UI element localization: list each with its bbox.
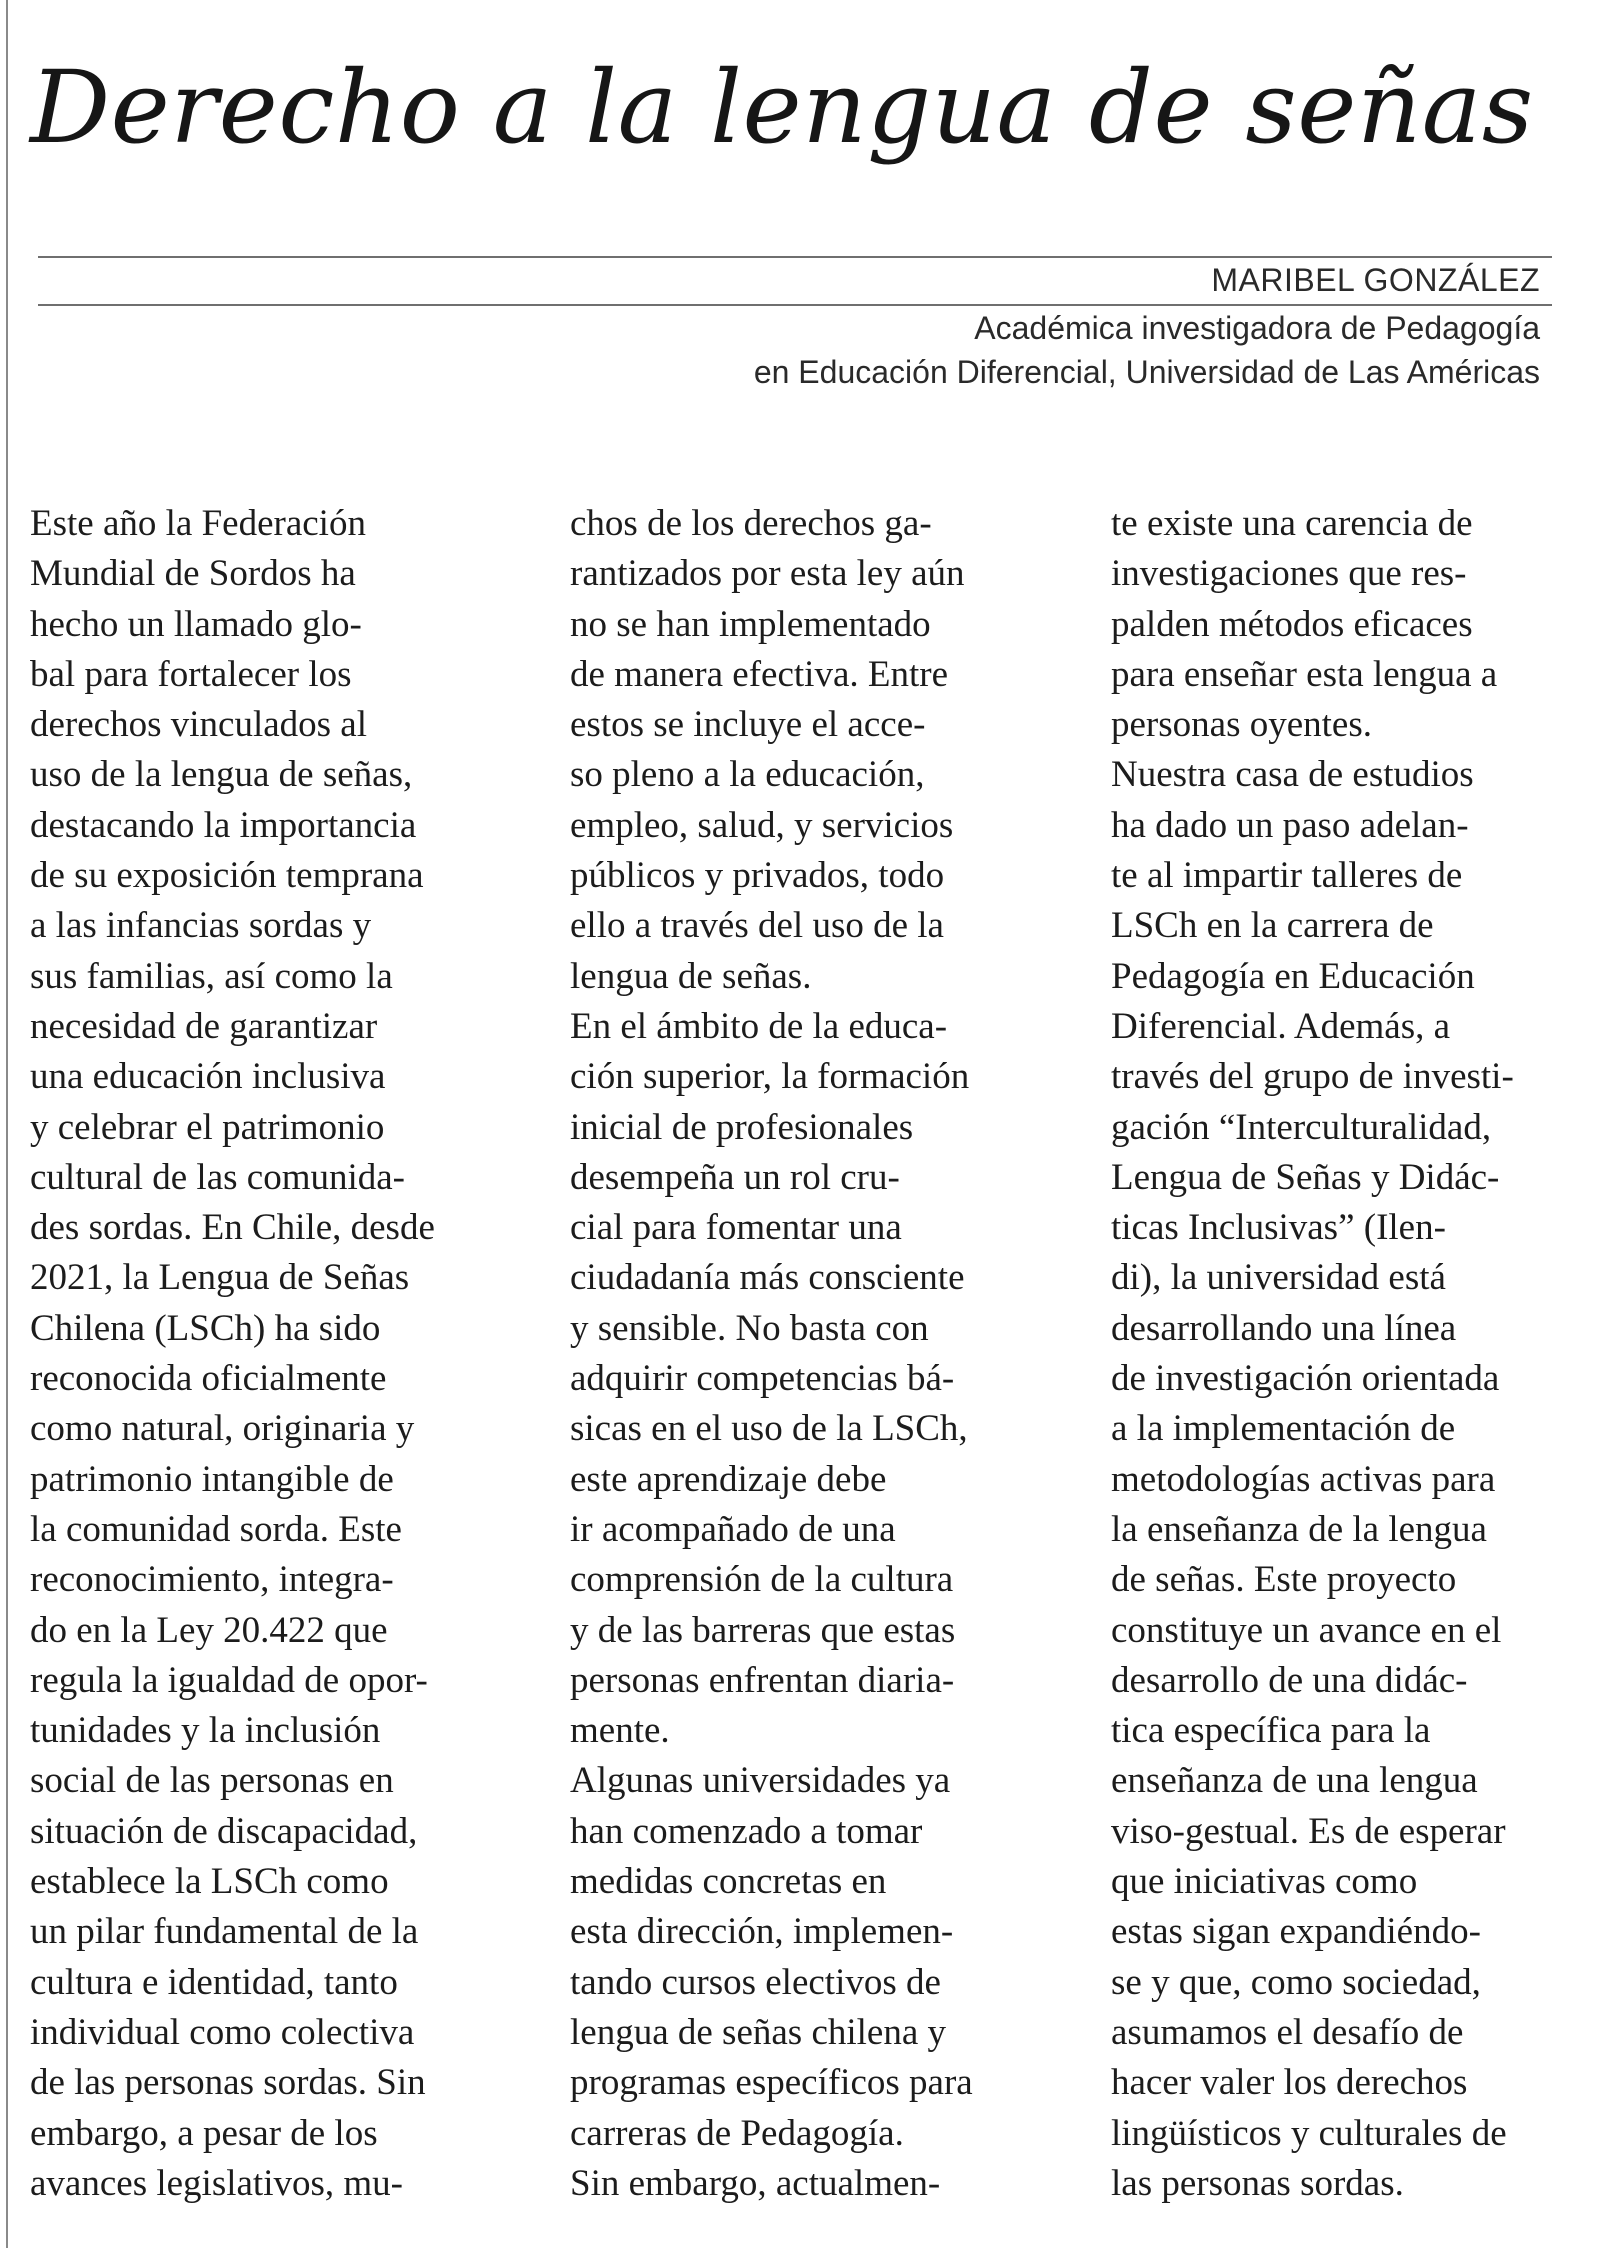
body-text-line: ha dado un paso adelan- [1111,804,1469,846]
body-text-line: bal para fortalecer los [30,653,352,695]
body-text-line: hecho un llamado glo- [30,603,362,645]
body-text-line: enseñanza de una lengua [1111,1760,1478,1802]
body-text-line: necesidad de garantizar [30,1005,378,1047]
body-text-line: ción superior, la formación [570,1056,970,1098]
article-column-3 [1111,499,1601,2209]
body-text-line: comprensión de la cultura [570,1559,954,1601]
body-text-line: y sensible. No basta con [570,1307,929,1349]
body-text-line: como natural, originaria y [30,1408,415,1450]
body-text-line: carreras de Pedagogía. [570,2112,904,2154]
body-text-line: a la implementación de [1111,1408,1456,1450]
body-text-line: ello a través del uso de la [570,905,944,947]
body-text-line: programas específicos para [570,2062,973,2104]
body-text-line: mente. [570,1710,670,1752]
body-text-line: 2021, la Lengua de Señas [30,1257,410,1299]
body-text-line: reconocimiento, integra- [30,1559,394,1601]
body-text-line: ir acompañado de una [570,1508,896,1550]
body-text-line: no se han implementado [570,603,931,645]
body-text-line: chos de los derechos ga- [570,503,932,544]
body-text-line: avances legislativos, mu- [30,2162,403,2204]
body-text-line: personas enfrentan diaria- [570,1659,955,1701]
body-text-line: social de las personas en [30,1760,394,1802]
body-text-line: la comunidad sorda. Este [30,1508,402,1550]
body-text-line: Lengua de Señas y Didác- [1111,1156,1500,1198]
body-text-line: desempeña un rol cru- [570,1156,900,1198]
body-text-line: una educación inclusiva [30,1056,386,1098]
body-text-line: tunidades y la inclusión [30,1710,381,1752]
body-text-line: patrimonio intangible de [30,1458,394,1500]
body-text-line: palden métodos eficaces [1111,603,1473,645]
body-text-line: inicial de profesionales [570,1106,914,1148]
body-text-line: Pedagogía en Educación [1111,955,1475,997]
body-text-line: te al impartir talleres de [1111,855,1463,897]
byline-top-rule [38,256,1552,258]
body-text-line: do en la Ley 20.422 que [30,1609,388,1651]
body-text-line: han comenzado a tomar [570,1810,923,1852]
body-text-line: lengua de señas. [570,955,812,997]
body-text-line: Diferencial. Además, a [1111,1005,1451,1047]
body-text-line: Nuestra casa de estudios [1111,754,1474,796]
body-text-line: a las infancias sordas y [30,905,372,947]
body-text-line: que iniciativas como [1111,1861,1418,1903]
body-text-line: y celebrar el patrimonio [30,1106,385,1148]
body-text-line: un pilar fundamental de la [30,1911,419,1953]
body-text-line: medidas concretas en [570,1861,887,1903]
affiliation-line: en Educación Diferencial, Universidad de Las Américas [753,354,1540,390]
body-text-line: cultura e identidad, tanto [30,1961,398,2003]
body-text-line: Chilena (LSCh) ha sido [30,1307,381,1349]
body-text-line: personas oyentes. [1111,704,1372,746]
body-text-line: di), la universidad está [1111,1257,1446,1299]
body-text-line: te existe una carencia de [1111,503,1473,544]
body-text-line: y de las barreras que estas [570,1609,956,1651]
author-affiliation [754,306,1540,394]
body-text-line: asumamos el desafío de [1111,2011,1464,2053]
body-text-line: situación de discapacidad, [30,1810,418,1852]
author-name: MARIBEL GONZÁLEZ [1211,262,1540,298]
body-text-line: de manera efectiva. Entre [570,653,948,695]
body-text-line: sus familias, así como la [30,955,393,997]
body-text-line: Este año la Federación [30,503,366,544]
body-text-line: regula la igualdad de opor- [30,1659,428,1701]
body-text-line: de señas. Este proyecto [1111,1559,1457,1601]
body-text-line: sicas en el uso de la LSCh, [570,1408,968,1450]
body-text-line: desarrollo de una didác- [1111,1659,1468,1701]
body-text-line: estas sigan expandiéndo- [1111,1911,1481,1953]
body-text-line: estos se incluye el acce- [570,704,926,746]
body-text-line: desarrollando una línea [1111,1307,1457,1349]
body-text-line: ciudadanía más consciente [570,1257,965,1299]
body-text-line: reconocida oficialmente [30,1358,387,1400]
article-headline: Derecho a la lengua de señas [30,49,1534,166]
body-text-line: hacer valer los derechos [1111,2062,1468,2104]
body-text-line: Algunas universidades ya [570,1760,951,1802]
body-text-line: esta dirección, implemen- [570,1911,954,1953]
body-text-line: LSCh en la carrera de [1111,905,1434,947]
article-column-2 [570,499,1100,2209]
body-text-line: embargo, a pesar de los [30,2112,378,2154]
body-text-line: lingüísticos y culturales de [1111,2112,1507,2154]
body-text-line: adquirir competencias bá- [570,1358,955,1400]
body-text-line: para enseñar esta lengua a [1111,653,1498,695]
body-text-line: cial para fomentar una [570,1207,902,1249]
affiliation-line: Académica investigadora de Pedagogía [974,310,1540,346]
left-margin-rule [6,0,8,2248]
article-column-1 [30,499,550,2209]
body-text-line: de investigación orientada [1111,1358,1500,1400]
body-text-line: Sin embargo, actualmen- [570,2162,941,2204]
body-text-line: investigaciones que res- [1111,553,1467,595]
body-text-line: uso de la lengua de señas, [30,754,413,796]
body-text-line: través del grupo de investi- [1111,1056,1514,1098]
body-text-line: este aprendizaje debe [570,1458,887,1500]
body-text-line: de su exposición temprana [30,855,424,897]
body-text-line: lengua de señas chilena y [570,2011,947,2053]
body-text-line: tando cursos electivos de [570,1961,941,2003]
body-text-line: viso-gestual. Es de esperar [1111,1810,1506,1852]
body-text-line: las personas sordas. [1111,2162,1404,2204]
body-text-line: constituye un avance en el [1111,1609,1502,1651]
body-text-line: establece la LSCh como [30,1861,389,1903]
body-text-line: des sordas. En Chile, desde [30,1207,435,1249]
body-text-line: rantizados por esta ley aún [570,553,965,595]
body-text-line: gación “Interculturalidad, [1111,1106,1492,1148]
body-text-line: metodologías activas para [1111,1458,1496,1500]
body-text-line: cultural de las comunida- [30,1156,406,1198]
body-text-line: tica específica para la [1111,1710,1431,1752]
body-text-line: de las personas sordas. Sin [30,2062,426,2104]
body-text-line: se y que, como sociedad, [1111,1961,1481,2003]
body-text-line: públicos y privados, todo [570,855,945,897]
body-text-line: empleo, salud, y servicios [570,804,954,846]
body-text-line: individual como colectiva [30,2011,415,2053]
body-text-line: Mundial de Sordos ha [30,553,356,595]
body-text-line: En el ámbito de la educa- [570,1005,948,1047]
body-text-line: so pleno a la educación, [570,754,925,796]
body-text-line: ticas Inclusivas” (Ilen- [1111,1207,1446,1249]
body-text-line: la enseñanza de la lengua [1111,1508,1487,1550]
body-text-line: destacando la importancia [30,804,417,846]
body-text-line: derechos vinculados al [30,704,367,746]
